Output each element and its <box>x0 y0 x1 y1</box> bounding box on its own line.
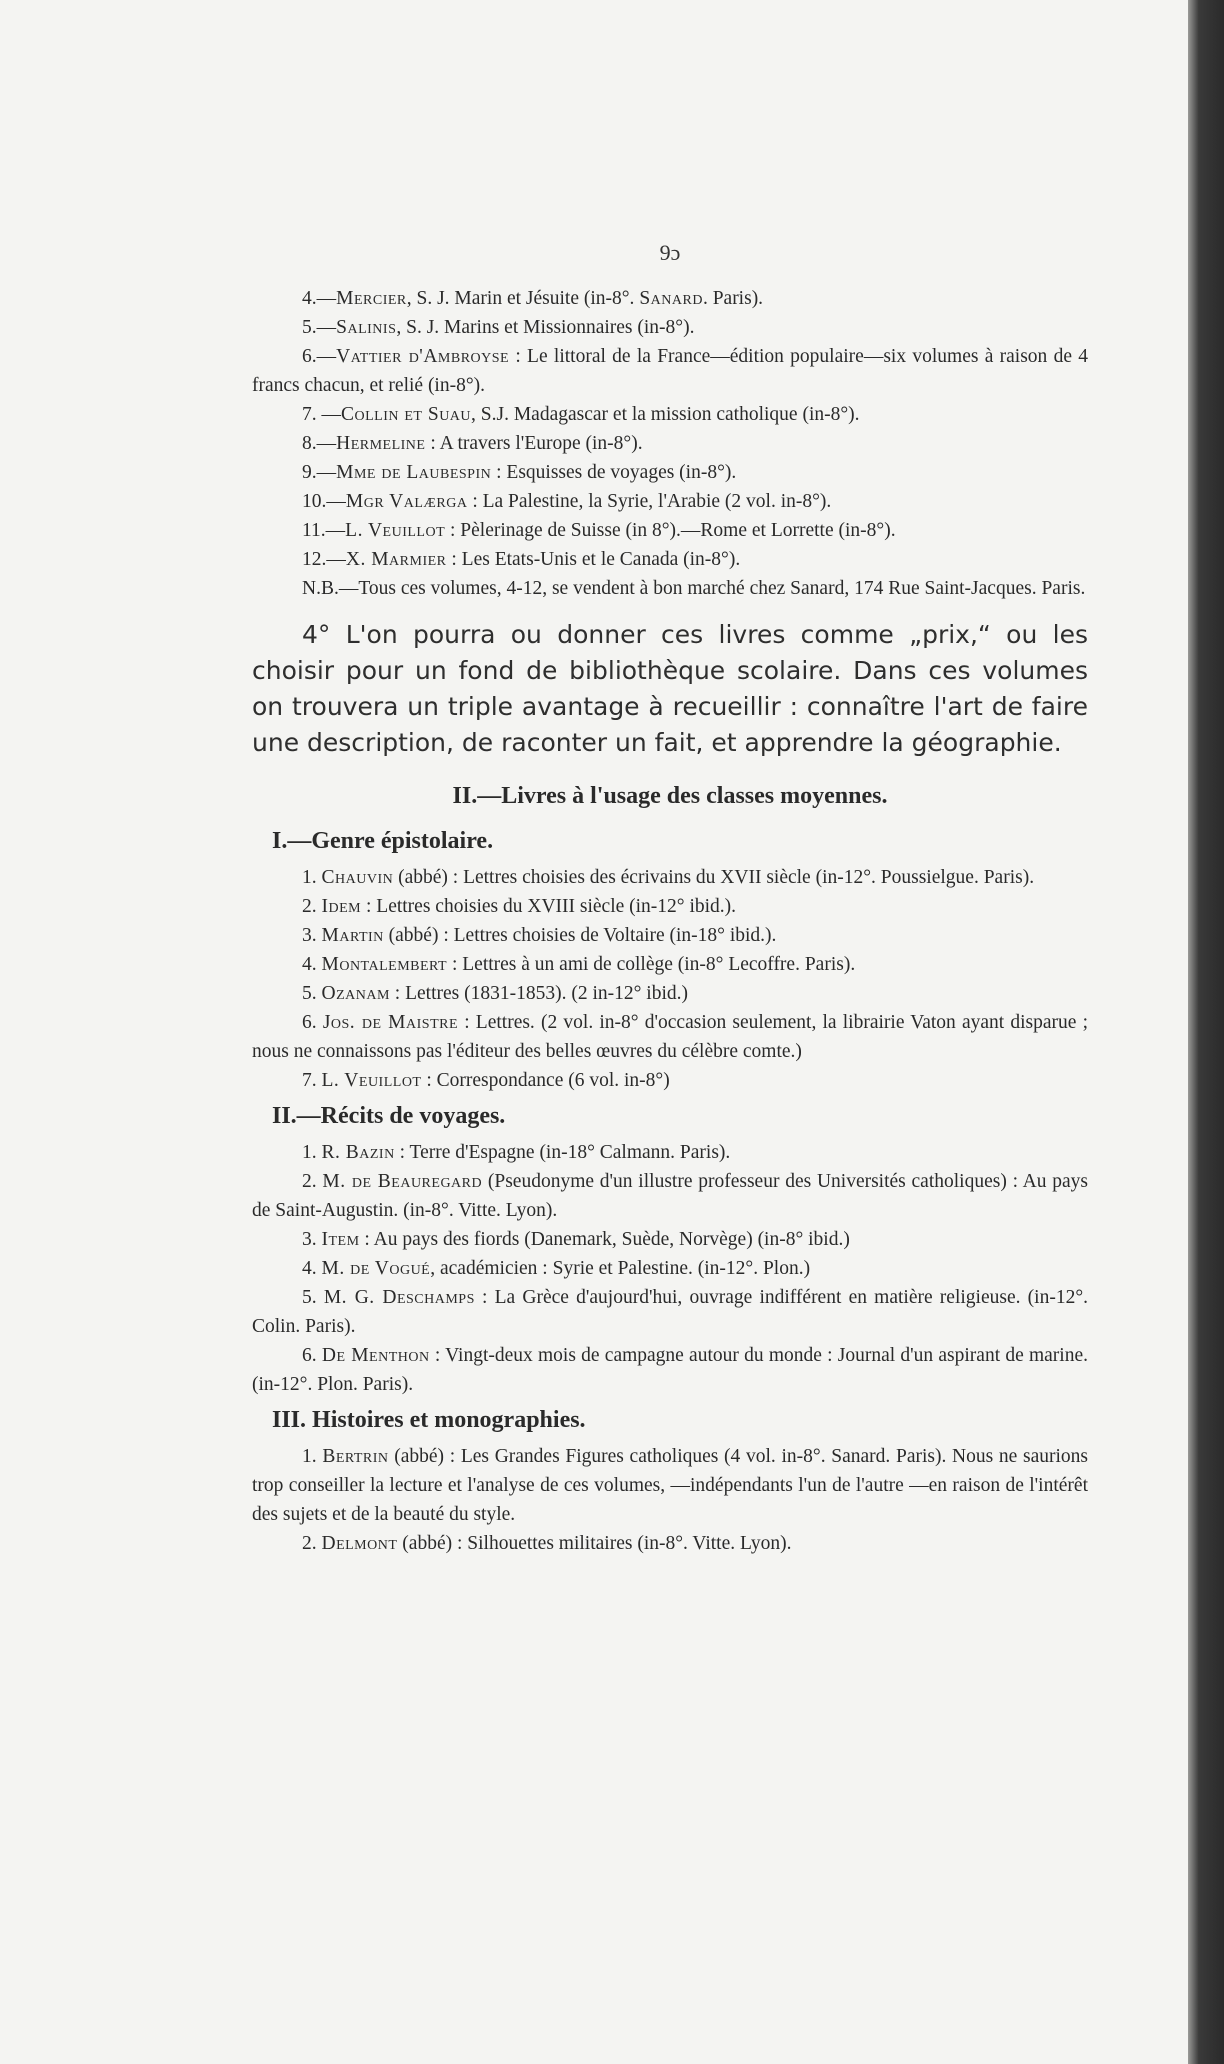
list-item: 2. M. de Beauregard (Pseudonyme d'un illustre professeur des Universités catholiques) : Au pays de Saint-Augustin. (in-8°. Vitte. Lyon). <box>252 1171 1089 1221</box>
section-heading: I.—Genre épistolaire. <box>272 828 494 854</box>
section-travel-stories <box>252 1103 1088 1399</box>
list-item: 12.—X. Marmier : Les Etats-Unis et le Canada (in-8°). <box>302 549 741 570</box>
list-item: 3. Martin (abbé) : Lettres choisies de Voltaire (in-18° ibid.). <box>302 925 777 946</box>
list-item: 4. M. de Vogué, académicien : Syrie et Palestine. (in-12°. Plon.) <box>302 1258 811 1279</box>
list-item: 4. Montalembert : Lettres à un ami de collège (in-8° Lecoffre. Paris). <box>302 954 856 975</box>
list-item: 10.—Mgr Valærga : La Palestine, la Syrie, l'Arabie (2 vol. in-8°). <box>302 491 832 512</box>
list-item: 8.—Hermeline : A travers l'Europe (in-8°). <box>302 433 643 454</box>
list-item: 6. De Menthon : Vingt-deux mois de campagne autour du monde : Journal d'un aspirant de marine. (in-12°. Plon. Paris). <box>252 1345 1088 1395</box>
list-item: 3. Item : Au pays des fiords (Danemark, Suède, Norvège) (in-8° ibid.) <box>302 1229 850 1250</box>
book-list-travel <box>252 284 1088 603</box>
section-heading: II.—Récits de voyages. <box>272 1103 506 1129</box>
list-item: 5.—Salinis, S. J. Marins et Missionnaires (in-8°). <box>302 317 695 338</box>
page-edge-shadow <box>1188 0 1224 2064</box>
list-item: 1. R. Bazin : Terre d'Espagne (in-18° Calmann. Paris). <box>302 1142 731 1163</box>
list-item: 5. M. G. Deschamps : La Grèce d'aujourd'hui, ouvrage indifférent en matière religieuse. (in-12°. Colin. Paris). <box>252 1287 1088 1337</box>
list-item: 2. Idem : Lettres choisies du XVIII siècle (in-12° ibid.). <box>302 896 737 917</box>
list-item: 1. Chauvin (abbé) : Lettres choisies des écrivains du XVII siècle (in-12°. Poussielgue. Paris). <box>302 867 1035 888</box>
list-item: 9.—Mme de Laubespin : Esquisses de voyages (in-8°). <box>302 462 737 483</box>
list-item: 7. L. Veuillot : Correspondance (6 vol. in-8°) <box>302 1070 670 1091</box>
nota-bene: N.B.—Tous ces volumes, 4-12, se vendent à bon marché chez Sanard, 174 Rue Saint-Jacques. Paris. <box>302 578 1086 599</box>
section-epistolary <box>252 828 1088 1095</box>
page-content <box>252 240 1088 1558</box>
section-heading: III. Histoires et monographies. <box>272 1407 586 1433</box>
list-item: 6. Jos. de Maistre : Lettres. (2 vol. in-8° d'occasion seulement, la librairie Vaton ayant disparue ; nous ne connaissons pas l'éditeur des belles œuvres du célèbre comte.) <box>252 1012 1089 1062</box>
list-item: 1. Bertrin (abbé) : Les Grandes Figures catholiques (4 vol. in-8°. Sanard. Paris). Nous ne saurions trop conseiller la lecture et l'analyse de ces volumes, —indépendants l'un de l'autre —en raison de l'intérêt des sujets et de la beauté du style. <box>252 1446 1089 1525</box>
list-item: 2. Delmont (abbé) : Silhouettes militaires (in-8°. Vitte. Lyon). <box>302 1533 792 1554</box>
list-item: 6.—Vattier d'Ambroyse : Le littoral de la France—édition populaire—six volumes à raison de 4 francs chacun, et relié (in-8°). <box>252 346 1088 396</box>
major-heading: II.—Livres à l'usage des classes moyennes. <box>452 783 888 809</box>
list-item: 7. —Collin et Suau, S.J. Madagascar et la mission catholique (in-8°). <box>302 404 860 425</box>
list-item: 4.—Mercier, S. J. Marin et Jésuite (in-8°. Sanard. Paris). <box>302 288 764 309</box>
list-item: 11.—L. Veuillot : Pèlerinage de Suisse (in 8°).—Rome et Lorrette (in-8°). <box>302 520 896 541</box>
list-item: 5. Ozanam : Lettres (1831-1853). (2 in-12° ibid.) <box>302 983 688 1004</box>
section-histories <box>252 1407 1088 1558</box>
usage-note: 4° L'on pourra ou donner ces livres comme „prix,“ ou les choisir pour un fond de bibliothèque scolaire. Dans ces volumes on trouvera un triple avantage à recueillir : connaître l'art de faire une description, de raconter un fait, et apprendre la géographie. <box>252 620 1088 757</box>
page-number: 9ɔ <box>659 240 681 265</box>
